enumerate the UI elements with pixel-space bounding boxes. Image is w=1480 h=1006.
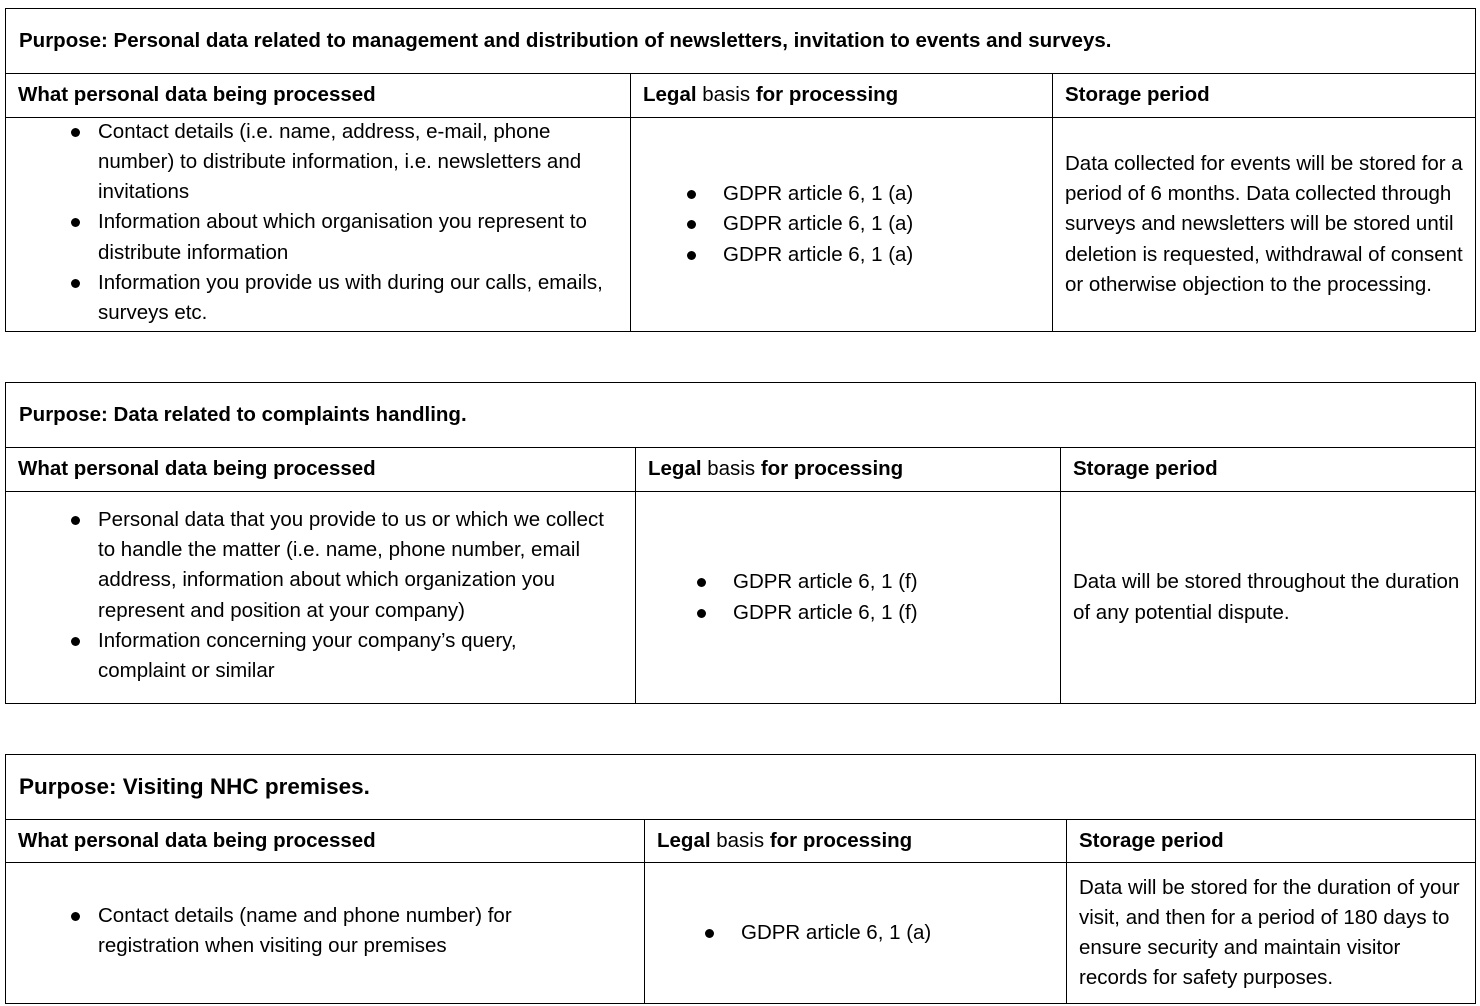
list-item: GDPR article 6, 1 (f) <box>733 598 1048 628</box>
header-storage <box>1060 448 1475 491</box>
storage-text: Data collected for events will be stored for a period of 6 months. Data collected through surveys and newsletters will be stored until deletion is requested, withdrawal of consent or otherwise objection to the processing. <box>1065 151 1463 296</box>
header-legal <box>630 74 1052 117</box>
purpose-heading <box>6 755 1475 820</box>
header-data <box>6 448 635 491</box>
purpose-table-newsletters <box>5 8 1476 332</box>
purpose-heading <box>6 9 1475 74</box>
data-cell <box>6 492 635 703</box>
header-data-label: What personal data being processed <box>18 828 376 852</box>
storage-cell <box>1052 118 1475 331</box>
legal-list <box>741 918 1054 948</box>
header-legal-part: basis <box>716 828 765 852</box>
header-legal-part: basis <box>702 83 751 107</box>
data-list <box>18 901 594 961</box>
legal-list <box>723 179 1040 270</box>
list-item: GDPR article 6, 1 (a) <box>723 209 1040 239</box>
header-row <box>6 820 1475 863</box>
legal-cell <box>630 118 1052 331</box>
purpose-table-visiting <box>5 754 1476 1004</box>
header-legal-part: for processing <box>769 828 913 852</box>
purpose-text: Purpose: Visiting NHC premises. <box>19 774 370 799</box>
header-legal-part: basis <box>707 457 756 481</box>
data-list <box>18 505 605 686</box>
list-item: Information concerning your company’s query, complaint or similar <box>18 626 605 686</box>
header-storage-label: Storage period <box>1073 457 1218 481</box>
storage-text: Data will be stored for the duration of your visit, and then for a period of 180 days to ensure security and maintain visitor records for safety purposes. <box>1079 875 1460 990</box>
header-legal <box>644 820 1066 862</box>
content-row <box>6 492 1475 703</box>
storage-cell <box>1060 492 1475 703</box>
header-data <box>6 74 630 117</box>
header-row <box>6 448 1475 492</box>
content-row <box>6 118 1475 331</box>
header-storage-label: Storage period <box>1065 83 1210 107</box>
data-cell <box>6 118 630 331</box>
list-item: GDPR article 6, 1 (a) <box>723 179 1040 209</box>
list-item: Information you provide us with during our calls, emails, surveys etc. <box>18 268 608 328</box>
list-item: Information about which organisation you represent to distribute information <box>18 207 608 267</box>
purpose-text: Purpose: Personal data related to management and distribution of newsletters, invitation to events and surveys. <box>19 29 1112 52</box>
list-item: GDPR article 6, 1 (a) <box>723 240 1040 270</box>
header-legal-part: for processing <box>755 83 899 107</box>
data-cell <box>6 863 644 1003</box>
list-item: Personal data that you provide to us or which we collect to handle the matter (i.e. name, phone number, email address, information about which organization you represent and position at your company) <box>18 505 605 626</box>
header-row <box>6 74 1475 118</box>
list-item: GDPR article 6, 1 (a) <box>741 918 1054 948</box>
header-storage <box>1052 74 1475 117</box>
header-data <box>6 820 644 862</box>
header-storage <box>1066 820 1475 862</box>
legal-cell <box>644 863 1066 1003</box>
header-legal-part: Legal <box>643 83 697 107</box>
header-legal-part: Legal <box>648 457 702 481</box>
storage-text: Data will be stored throughout the duration of any potential dispute. <box>1073 570 1460 624</box>
purpose-heading <box>6 383 1475 448</box>
legal-list <box>733 567 1048 627</box>
list-item: Contact details (name and phone number) for registration when visiting our premises <box>18 901 594 961</box>
storage-cell <box>1066 863 1475 1003</box>
header-data-label: What personal data being processed <box>18 83 376 107</box>
legal-cell <box>635 492 1060 703</box>
purpose-text: Purpose: Data related to complaints handling. <box>19 403 467 426</box>
list-item: Contact details (i.e. name, address, e-mail, phone number) to distribute information, i.e. newsletters and invitations <box>18 117 608 208</box>
header-legal-part: Legal <box>657 828 711 852</box>
header-storage-label: Storage period <box>1079 828 1224 852</box>
content-row <box>6 863 1475 1003</box>
data-list <box>18 117 608 328</box>
purpose-table-complaints <box>5 382 1476 704</box>
list-item: GDPR article 6, 1 (f) <box>733 567 1048 597</box>
header-legal-part: for processing <box>760 457 904 481</box>
header-data-label: What personal data being processed <box>18 457 376 481</box>
header-legal <box>635 448 1060 491</box>
